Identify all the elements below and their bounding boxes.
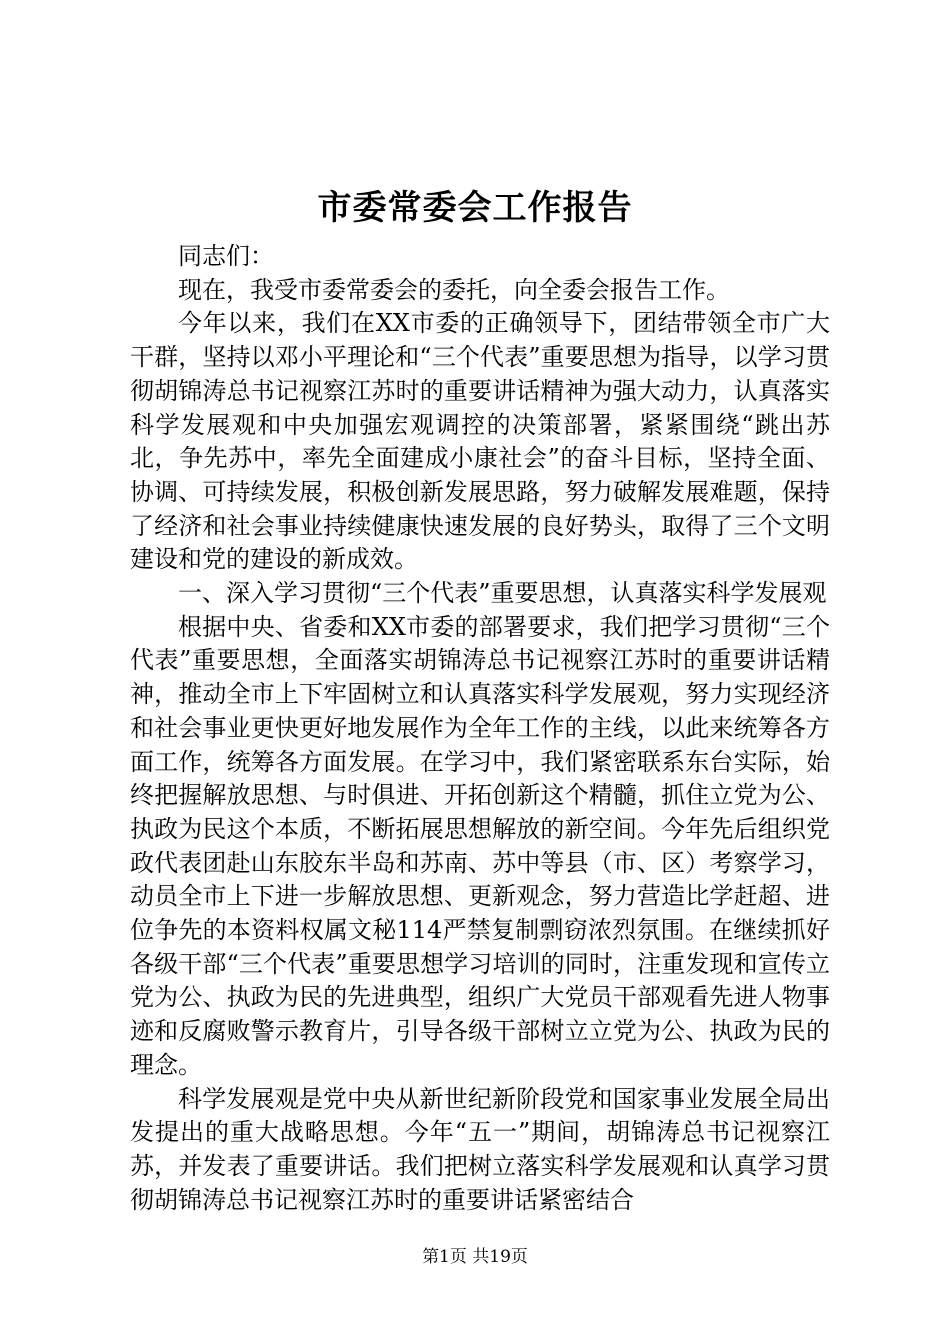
salutation-paragraph: 同志们：	[178, 242, 274, 270]
summary-paragraph: 今年以来，我们在XX市委的正确领导下，团结带领全市广大干群，坚持以邓小平理论和“三个代表”重要思想为指导，以学习贯彻胡锦涛总书记视察江苏时的重要讲话精神为强大动力，认真落实科学发展观和中央加强宏观调控的决策部署，紧紧围绕“跳出苏北，争先苏中，率先全面建成小康社会”的奋斗目标，坚持全面、协调、可持续发展，积极创新发展思路，努力破解发展难题，保持了经济和社会事业持续健康快速发展的良好势头，取得了三个文明建设和党的建设的新成效。	[130, 309, 830, 574]
page-footer: 第1页 共19页	[422, 1247, 528, 1267]
document-title: 市委常委会工作报告	[317, 188, 633, 228]
section-paragraph: 根据中央、省委和XX市委的部署要求，我们把学习贯彻“三个代表”重要思想，全面落实胡锦涛总书记视察江苏时的重要讲话精神，推动全市上下牢固树立和认真落实科学发展观，努力实现经济和社会事业更快更好地发展作为全年工作的主线，以此来统筹各方面工作，统筹各方面发展。在学习中，我们紧密联系东台实际，始终把握解放思想、与时俱进、开拓创新这个精髓，抓住立党为公、执政为民这个本质，不断拓展思想解放的新空间。今年先后组织党政代表团赴山东胶东半岛和苏南、苏中等县（市、区）考察学习，动员全市上下进一步解放思想、更新观念，努力营造比学赶超、进位争先的本资料权属文秘114严禁复制剽窃浓烈氛围。在继续抓好各级干部“三个代表”重要思想学习培训的同时，注重发现和宣传立党为公、执政为民的先进典型，组织广大党员干部观看先进人物事迹和反腐败警示教育片，引导各级干部树立立党为公、执政为民的理念。	[130, 612, 830, 1079]
intro-paragraph: 现在，我受市委常委会的委托，向全委会报告工作。	[178, 275, 730, 304]
section-paragraph: 科学发展观是党中央从新世纪新阶段党和国家事业发展全局出发提出的重大战略思想。今年“五一”期间，胡锦涛总书记视察江苏，并发表了重要讲话。我们把树立落实科学发展观和认真学习贯彻胡锦涛总书记视察江苏时的重要讲话紧密结合	[130, 1084, 830, 1214]
document-body	[130, 240, 830, 1217]
section-heading: 一、深入学习贯彻“三个代表”重要思想，认真落实科学发展观	[178, 579, 827, 608]
